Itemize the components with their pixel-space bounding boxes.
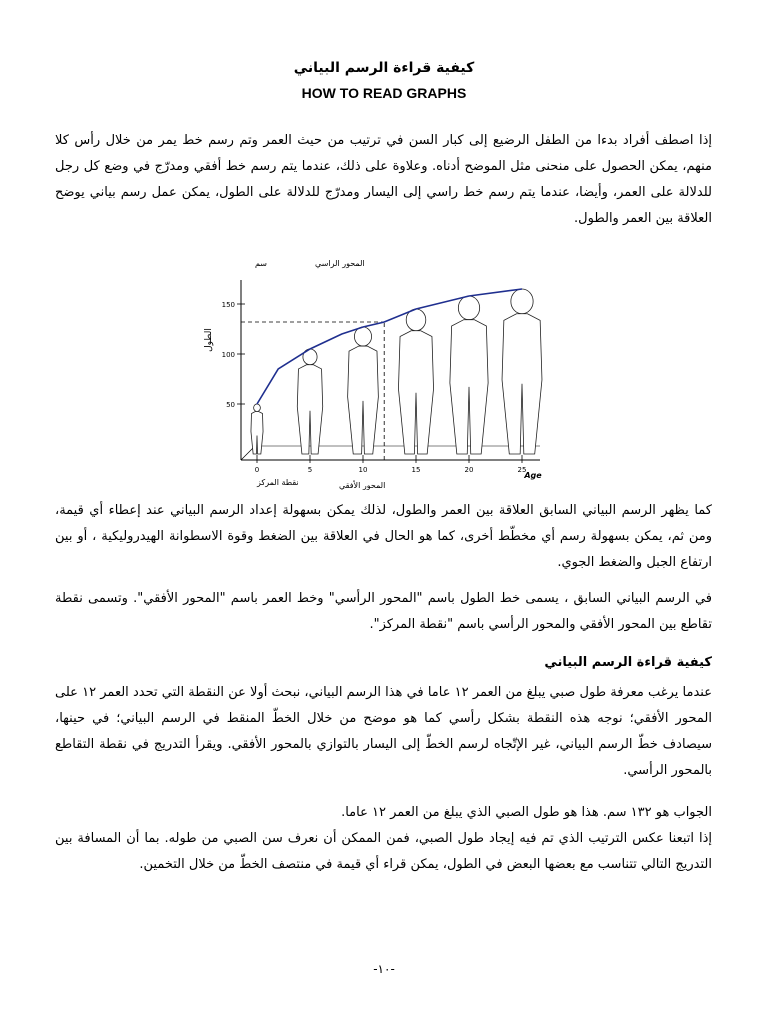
person-figure (450, 296, 488, 454)
person-figure (251, 404, 263, 454)
y-tick-label: 100 (221, 351, 235, 359)
y-tick-label: 50 (226, 401, 235, 409)
paragraph-graph-uses: كما يظهر الرسم البياني السابق العلاقة بين العمر والطول، لذلك يمكن بسهولة إعداد الرسم البياني عند إعطاء أي قيمة، ومن ثم، يمكن بسهولة رسم أي مخطّط أخرى، كما هو الحال في العلاقة بين الضغط وقوة الاسطوانة الهيدروليكية ، أو بين ارتفاع الجبل والضغط الجوي. (55, 503, 712, 570)
section-heading: كيفية قراءة الرسم البياني (544, 655, 712, 670)
intro-paragraph: إذا اصطف أفراد بدءا من الطفل الرضيع إلى كبار السن في ترتيب من حيث العمر وتم رسم خط يمر من خلال رأس كلا منهم، يمكن الحصول على منحنى مثل الموضح أدناه. وعلاوة على ذلك، عندما يتم رسم خط أفقي ومدرّج في وضع كل رجل للدلالة على العمر، وأيضا، عندما يتم رسم خط راسي إلى اليسار ومدرّج للدلالة على الطول، يمكن عمل رسم بياني يوضح العلاقة بين العمر والطول. (55, 133, 712, 226)
x-tick-label: 25 (517, 466, 527, 474)
y-tick-label: 150 (221, 301, 235, 309)
x-tick-label: 20 (464, 466, 474, 474)
height-axis-label: الطول (204, 328, 214, 352)
origin-label: نقطة المركز (257, 478, 299, 487)
age-label: Age (524, 471, 542, 480)
horizontal-axis-label: المحور الأفقي (339, 481, 386, 490)
paragraph-answer: الجواب هو ١٣٢ سم. هذا هو طول الصبي الذي يبلغ من العمر ١٢ عاما. (341, 805, 712, 820)
people-silhouettes (251, 289, 542, 454)
person-figure (398, 309, 433, 454)
paragraph-axis-names: في الرسم البياني السابق ، يسمى خط الطول باسم "المحور الرأسي" وخط العمر باسم "المحور الأفقي". وتسمى نقطة تقاطع بين المحور الأفقي والمحور الرأسي باسم "نقطة المركز". (55, 591, 712, 632)
person-figure (502, 289, 542, 454)
paragraph-reading-example: عندما يرغب معرفة طول صبي يبلغ من العمر ١٢ عاما في هذا الرسم البياني، نبحث أولا عن النقطة التي تحدد العمر ١٢ على المحور الأفقي؛ نوجه هذه النقطة بشكل رأسي كما هو موضح من خلال الخطّ المنقط في الرسم البياني؛ في حينها، سيصادف خطّ الرسم البياني، غير الإتّجاه لرسم الخطّ إلى اليسار بالتوازي بالمحور الأفقي. ويقرأ التدريج في نقطة التقاطع بالمحور الرأسي. (55, 685, 712, 778)
paragraph-reverse-reading: إذا اتبعنا عكس الترتيب الذي تم فيه إيجاد طول الصبي، فمن الممكن أن نعرف سن الصبي من طوله. بما أن المسافة بين التدريج التالي تتناسب مع بعضها البعض في الطول، يمكن قراء أي قيمة في منتصف الخطّ من خلال التخمين. (55, 831, 712, 872)
age-height-chart (195, 250, 545, 490)
unit-label: سم (254, 259, 267, 268)
x-tick-label: 0 (254, 466, 260, 474)
x-tick-label: 10 (358, 466, 368, 474)
page-number: -١٠- (373, 962, 395, 976)
vertical-axis-label: المحور الراسي (315, 259, 365, 268)
x-tick-label: 15 (411, 466, 421, 474)
page-title-english: HOW TO READ GRAPHS (301, 85, 467, 101)
x-tick-label: 5 (307, 466, 313, 474)
person-figure (297, 349, 322, 454)
person-figure (348, 327, 379, 454)
page-title-arabic: كيفية قراءة الرسم البياني (293, 60, 475, 76)
